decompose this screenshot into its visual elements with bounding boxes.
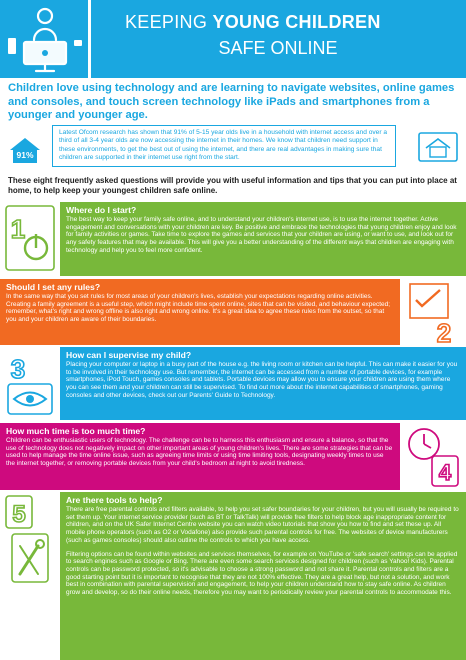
section-heading: How can I supervise my child?: [66, 350, 192, 360]
page-title-line1: KEEPING YOUNG CHILDREN: [125, 12, 381, 32]
section-set-rules: [0, 279, 400, 345]
number-five-tools-icon: [4, 494, 56, 584]
section-body: [66, 506, 460, 597]
number-three: 3: [10, 354, 26, 384]
house-91-percent-icon: [8, 136, 42, 164]
page-title-line2: SAFE ONLINE: [218, 38, 338, 58]
section-heading: Should I set any rules?: [6, 282, 101, 292]
section-body: The best way to keep your family safe online, and to understand your children's internet use, is to use the internet together. Active engagement and conversations with your children are key. Be positive and embrace the technologies that young children enjoy and look for family activities or games. Take time to explore the games and services that your children are using, or want to use, and look out for any safety features that may be available. This will give you a better understanding of the different ways that children are engaging with technology and help you to feel more confident.: [66, 216, 457, 254]
section-tools-to-help: [60, 492, 466, 660]
section-body-paragraph-1: There are free parental controls and filters available, to help you set safer boundaries for your children, but you will usually be required to set them up. Your internet service provider (such as BT or TalkTalk) will provide free filters to help block age inappropriate content for children, and on the UK Safer Internet Centre website you can watch video tutorials that show you how to find and set these up. All mobile phone operators (such as O2 or Vodafone) also provide such parental controls for free. The websites of device manufacturers (such as games consoles) should also outline the controls to which you have access.: [66, 506, 459, 544]
ofcom-research-box: Latest Ofcom research has shown that 91% of 5-15 year olds live in a household with internet access and over a third of all 3-4 year olds are now accessing the internet in their homes. We know that children need support in these environments, to get the best out of using the internet, and there are real advantages in making sure that children are supported in their internet use right from the start.: [52, 125, 396, 167]
number-four-clock-icon: [404, 424, 462, 488]
section-body: Placing your computer or laptop in a busy part of the house e.g. the living room or kitchen can be helpful. This can make it easier for you to be involved in their technology use. But remember, the internet can be accessed from a number of portable devices, for example smartphones, iPod Touch, games consoles and tablets. Portable devices may allow you to ensure your children are using them where you can see them and your children can still be supervised. To find out more about the internet capabilities of smartphones, gaming consoles and other devices, check out our Parents' Guide to Technology.: [66, 361, 458, 399]
section-supervise-child: [60, 347, 466, 420]
section-heading: Are there tools to help?: [66, 495, 163, 505]
section-body-paragraph-2: Filtering options can be found within websites and services themselves, for example on YouTube or 'safe search' settings can be applied to search engines such as Google or Bing. There are even some search services designed for children (such as Yahoo! Kids). Parental controls can be password protected, so it's advisable to choose a strong password and not share it. Parental controls and filters are a good starting point but it is important to recognise that they are not 100% effective. They are a great help, but not a solution, and work best in combination with parental supervision and engagement, to help your children understand how to stay safe online. As children grow and develop, so do their online needs, therefore you may want to periodically review your parental controls to accommodate this.: [66, 550, 458, 597]
ofcom-icon-text: 91%: [16, 150, 34, 160]
number-two-checklist-icon: [404, 282, 462, 346]
section-body: In the same way that you set rules for most areas of your children's lives, establish your expectations regarding online activities. Creating a family agreement is a useful step, which might include time spent online, sites that can be visited, and behaviour expected; remember, what's right and wrong offline is also right and wrong online. It's a great idea to agree these rules from the outset, so that you and your children are aware of their boundaries.: [6, 293, 391, 324]
number-one-power-icon: [4, 204, 56, 272]
section-heading: How much time is too much time?: [6, 426, 146, 436]
number-five: 5: [12, 501, 26, 528]
section-heading: Where do I start?: [66, 205, 137, 215]
intro-paragraph: Children love using technology and are learning to navigate websites, online games and consoles, and touch screen technology like iPads and smartphones from a younger and younger age.: [8, 82, 455, 122]
section-body: Children can be enthusiastic users of technology. The challenge can be to harness this enthusiasm and ensure a balance, so that the use of technology does not negatively impact on other important areas of young children's lives. There are some strategies that can be used to help manage the time online issue, such as agreeing time limits or using time limiting tools, designating weekly times to use the internet together, or removing portable devices from your child's bedroom at night to avoid tiredness.: [6, 437, 393, 468]
number-three-eye-icon: [4, 348, 56, 418]
lead-text: These eight frequently asked questions will provide you with useful information and tips that you can put into place at home, to help keep your youngest children safe online.: [8, 176, 457, 195]
header-banner: [0, 0, 466, 78]
number-two: 2: [436, 318, 452, 346]
number-four: 4: [438, 460, 452, 485]
home-computer-icon: [418, 132, 458, 162]
section-time-limits: [0, 423, 400, 490]
section-where-do-i-start: [60, 202, 466, 276]
number-one: 1: [10, 214, 26, 244]
